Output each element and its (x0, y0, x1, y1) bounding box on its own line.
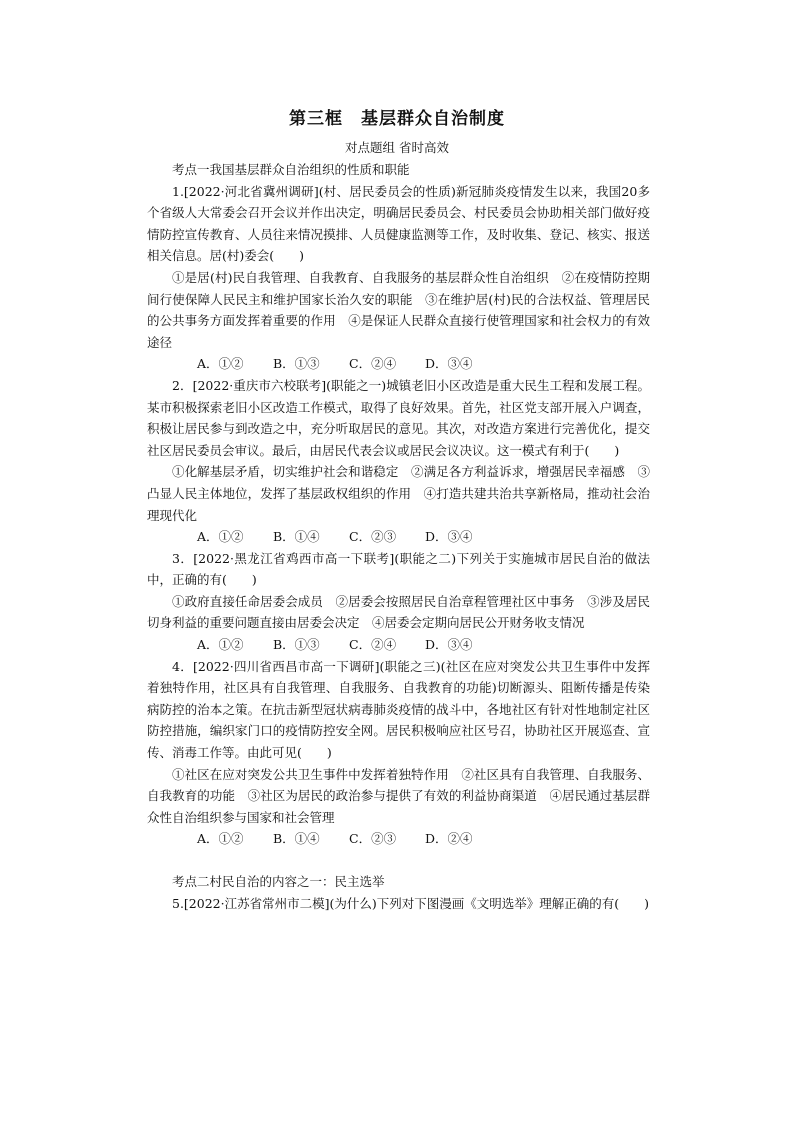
question-3-stem: 3．[2022·黑龙江省鸡西市高一下联考](职能之二)下列关于实施城市居民自治的做法中，正确的有( ) (147, 550, 650, 588)
question-2-options: ①化解基层矛盾，切实维护社会和谐稳定 ②满足各方利益诉求，增强居民幸福感 ③凸显人民主体地位，发挥了基层政权组织的作用 ④打造共建共治共享新格局，推动社会治理现代化 (147, 464, 650, 523)
section-heading-2: 考点二村民自治的内容之一：民主选举 (172, 874, 385, 889)
choice-b: B．①④ (273, 529, 320, 545)
choice-b: B．①③ (273, 637, 320, 653)
section-heading-1: 考点一我国基层群众自治组织的性质和职能 (172, 162, 410, 177)
question-2-choices (147, 526, 650, 548)
choice-d: D．③④ (425, 356, 473, 372)
question-4-options: ①社区在应对突发公共卫生事件中发挥着独特作用 ②社区具有自我管理、自我服务、自我教育的功能 ③社区为居民的政治参与提供了有效的利益协商渠道 ④居民通过基层群众性自治组织参与国家和社会管理 (147, 766, 650, 825)
choice-d: D．③④ (425, 637, 473, 653)
choice-a: A．①② (197, 356, 244, 372)
choice-a: A．①② (197, 529, 244, 545)
choice-b: B．①③ (273, 356, 320, 372)
page-title: 第三框 基层群众自治制度 (289, 109, 505, 129)
question-3-options: ①政府直接任命居委会成员 ②居委会按照居民自治章程管理社区中事务 ③涉及居民切身利益的重要问题直接由居委会决定 ④居委会定期向居民公开财务收支情况 (147, 593, 650, 631)
choice-b: B．①④ (273, 831, 320, 847)
question-1-options: ①是居(村)民自我管理、自我教育、自我服务的基层群众性自治组织 ②在疫情防控期间行使保障人民民主和维护国家长治久安的职能 ③在维护居(村)民的合法权益、管理居民的公共事务方面发挥着重要的作用 ④是保证人民群众直接行使管理国家和社会权力的有效途径 (147, 269, 650, 350)
section-spacer (147, 850, 650, 871)
question-4-choices (147, 828, 650, 850)
choice-c: C．②④ (349, 637, 397, 653)
choice-c: C．②④ (349, 356, 397, 372)
choice-d: D．③④ (425, 529, 473, 545)
choice-c: C．②③ (349, 831, 397, 847)
question-1-choices (147, 353, 650, 375)
page-subtitle: 对点题组 省时高效 (345, 140, 449, 155)
question-5-stem: 5.[2022·江苏省常州市二模](为什么)下列对下图漫画《文明选举》理解正确的有( ) (172, 895, 649, 911)
choice-a: A．①② (197, 831, 244, 847)
document-body (147, 159, 650, 914)
question-1-stem: 1.[2022·河北省冀州调研](村、居民委员会的性质)新冠肺炎疫情发生以来，我国20多个省级人大常委会召开会议并作出决定，明确居民委员会、村民委员会协助相关部门做好疫情防控宣传教育、人员往来情况摸排、人员健康监测等工作，及时收集、登记、核实、报送相关信息。居(村)委会( ) (147, 183, 650, 264)
choice-c: C．②③ (349, 529, 397, 545)
question-2-stem: 2．[2022·重庆市六校联考](职能之一)城镇老旧小区改造是重大民生工程和发展工程。某市积极探索老旧小区改造工作模式，取得了良好效果。首先，社区党支部开展入户调查，积极让居民参与到改造之中，充分听取居民的意见。其次，对改造方案进行完善优化，提交社区居民委员会审议。最后，由居民代表会议或居民会议决议。这一模式有利于( ) (147, 377, 650, 458)
question-4-stem: 4．[2022·四川省西昌市高一下调研](职能之三)(社区在应对突发公共卫生事件中发挥着独特作用，社区具有自我管理、自我服务、自我教育的功能)切断源头、阻断传播是传染病防控的治本之策。在抗击新型冠状病毒肺炎疫情的战斗中，各地社区有针对性地制定社区防控措施，编织家门口的疫情防控安全网。居民积极响应社区号召，协助社区开展巡查、宣传、消毒工作等。由此可见( ) (147, 658, 650, 761)
question-3-choices (147, 634, 650, 656)
choice-d: D．②④ (425, 831, 473, 847)
choice-a: A．①② (197, 637, 244, 653)
